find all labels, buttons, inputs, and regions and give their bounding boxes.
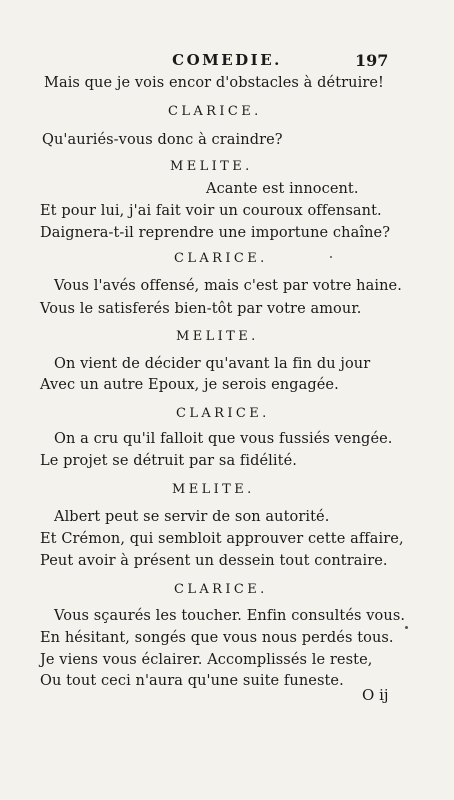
speaker-name: CLARICE. [176, 406, 270, 421]
speaker-name: MELITE. [172, 482, 255, 497]
verse-line: Et Crémon, qui sembloit approuver cette affaire, [40, 531, 404, 547]
verse-line: On a cru qu'il falloit que vous fussiés vengée. [54, 431, 393, 447]
running-head: COMEDIE. [172, 51, 282, 69]
verse-line: Peut avoir à présent un dessein tout contraire. [40, 553, 388, 569]
ink-speck [330, 256, 332, 258]
speaker-name: MELITE. [176, 329, 259, 344]
signature-mark: O ij [362, 686, 389, 704]
verse-line: Daignera-t-il reprendre une importune chaîne? [40, 225, 391, 241]
verse-line: On vient de décider qu'avant la fin du jour [54, 356, 371, 372]
verse-line: Le projet se détruit par sa fidélité. [40, 453, 297, 469]
verse-line: Vous sçaurés les toucher. Enfin consultés vous. [54, 608, 406, 624]
verse-line: Vous l'avés offensé, mais c'est par votre haine. [54, 278, 402, 294]
speaker-name: CLARICE. [168, 104, 262, 119]
speaker-name: CLARICE. [174, 582, 268, 597]
verse-line: Albert peut se servir de son autorité. [54, 509, 330, 525]
ink-speck [405, 626, 408, 629]
speaker-name: MELITE. [170, 159, 253, 174]
verse-line: En hésitant, songés que vous nous perdés tous. [40, 630, 394, 646]
verse-line: Avec un autre Epoux, je serois engagée. [40, 377, 339, 393]
verse-line: Qu'auriés-vous donc à craindre? [42, 132, 283, 148]
verse-line: Acante est innocent. [206, 181, 359, 197]
verse-line: Vous le satisferés bien-tôt par votre amour. [40, 301, 362, 317]
verse-line: Je viens vous éclairer. Accomplissés le reste, [40, 652, 373, 668]
verse-line: Ou tout ceci n'aura qu'une suite funeste. [40, 673, 344, 689]
verse-line: Et pour lui, j'ai fait voir un couroux offensant. [40, 203, 382, 219]
page-number: 197 [355, 51, 389, 70]
speaker-name: CLARICE. [174, 251, 268, 266]
verse-line: Mais que je vois encor d'obstacles à détruire! [44, 75, 384, 91]
